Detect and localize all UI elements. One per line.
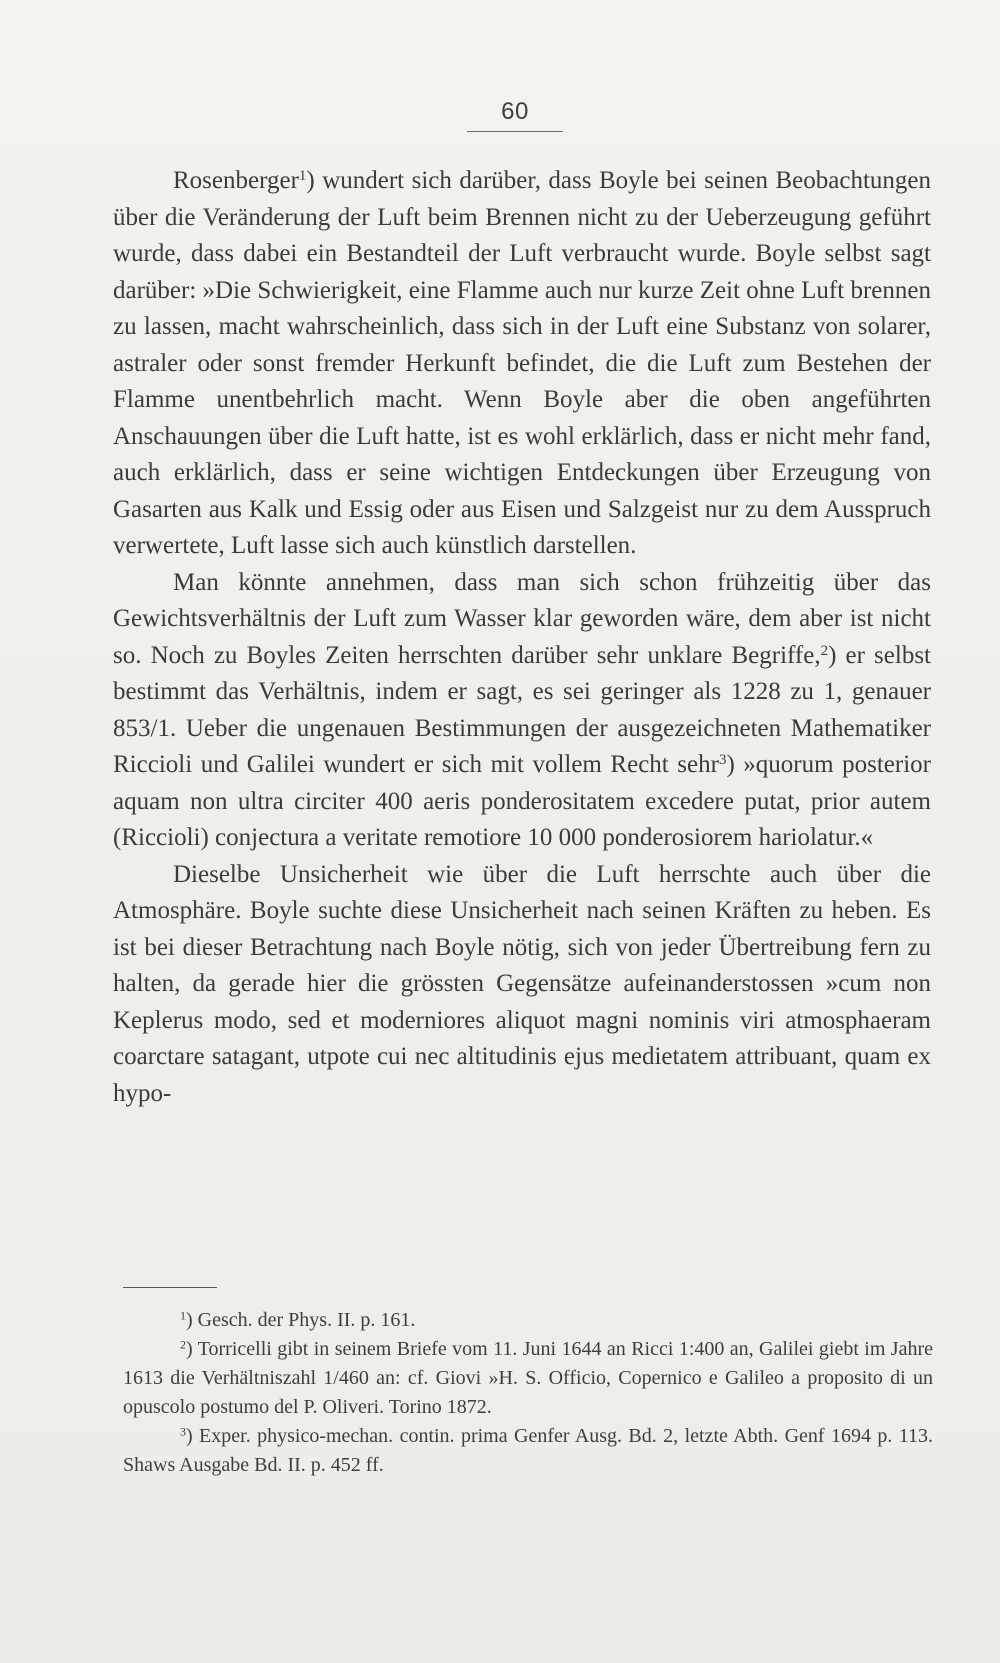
text-span: Rosenberger [173,167,299,194]
paragraph-1 [113,163,931,565]
footnote-marker: 1 [180,1308,186,1323]
body-text [113,163,931,1112]
footnote-ref-1: 1 [298,167,307,184]
page-number-rule [467,131,563,132]
footnote-separator [123,1287,217,1288]
footnote-text: ) Torricelli gibt in seinem Briefe vom 11. Juni 1644 an Ricci 1:400 an, Galilei giebt im Jahre 1613 die Verhältniszahl 1/460 an: cf. Giovi »H. S. Officio, Copernico e Galileo a proposito di un opuscolo postumo del P. Oliveri. Torino 1872. [123,1338,933,1418]
text-span: Dieselbe Unsicherheit wie über die Luft herrschte auch über die Atmosphäre. Boyle suchte diese Unsicherheit nach seinen Kräften zu heben. Es ist bei dieser Betrachtung nach Boyle nötig, sich von jeder Übertreibung fern zu halten, da gerade hier die grössten Gegensätze aufeinanderstossen »cum non Keplerus modo, sed et moderniores aliquot magni nominis viri atmosphaeram coarctare satagant, utpote cui nec altitudinis ejus medietatem attribuant, quam ex hypo- [113,860,931,1107]
footnote-2 [123,1335,933,1422]
footnote-1 [123,1306,933,1335]
footnote-marker: 2 [180,1337,186,1352]
footnote-ref-3: 3 [718,751,727,768]
text-span: Man könnte annehmen, dass man sich schon frühzeitig über das Gewichtsverhältnis der Luft zum Wasser klar geworden wäre, dem aber ist nicht so. Noch zu Boyles Zeiten herrschten darüber sehr unklare Begriffe, [113,568,931,669]
footnote-marker: 3 [180,1424,186,1439]
text-span: ) »quorum posterior aquam non ultra circiter 400 aeris ponderositatem excedere putat, prior autem (Riccioli) conjectura a veritate remotiore 10 000 ponderosiorem hariolatur.« [113,751,931,851]
footnote-text: ) Gesch. der Phys. II. p. 161. [186,1309,416,1331]
paragraph-2 [113,565,931,857]
footnote-3 [123,1422,933,1480]
text-span: ) er selbst bestimmt das Verhältnis, indem er sagt, es sei geringer als 1228 zu 1, genauer 853/1. Ueber die ungenauen Bestimmungen der ausgezeichneten Mathematiker Riccioli und Galilei wundert er sich mit vollem Recht sehr [113,641,931,778]
text-span: ) wundert sich darüber, dass Boyle bei seinen Beobachtungen über die Veränderung der Luft beim Brennen nicht zu der Ueberzeugung geführt wurde, dass dabei ein Bestandteil der Luft verbraucht wurde. Boyle selbst sagt darüber: »Die Schwierigkeit, eine Flamme auch nur kurze Zeit ohne Luft brennen zu lassen, macht wahrscheinlich, dass sich in der Luft eine Substanz von solarer, astraler oder sonst fremder Herkunft befindet, die die Luft zum Bestehen der Flamme unentbehrlich macht. Wenn Boyle aber die oben angeführten Anschauungen über die Luft hatte, ist es wohl erklärlich, dass er nicht mehr fand, auch erklärlich, dass er seine wichtigen Entdeckungen über Erzeugung von Gasarten aus Kalk und Essig oder aus Eisen und Salzgeist nur zu dem Ausspruch verwertete, Luft lasse sich auch künstlich darstellen. [113,167,931,559]
footnote-ref-2: 2 [820,642,829,659]
paragraph-3 [113,857,931,1113]
page-number: 60 [501,98,529,125]
footnotes [123,1306,933,1480]
footnote-text: ) Exper. physico-mechan. contin. prima Genfer Ausg. Bd. 2, letzte Abth. Genf 1694 p. 113. Shaws Ausgabe Bd. II. p. 452 ff. [123,1425,933,1476]
